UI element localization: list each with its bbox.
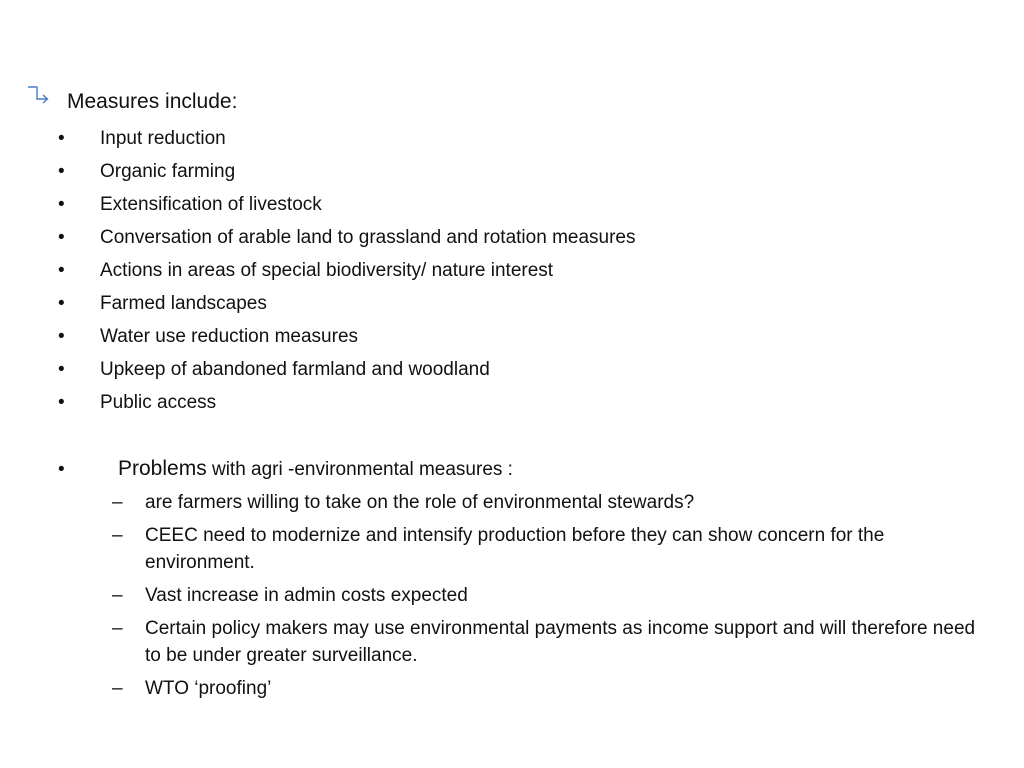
list-item-text: Public access — [100, 392, 217, 413]
list-item — [58, 323, 636, 356]
bullet-marker: • — [58, 293, 65, 314]
bullet-marker: • — [58, 128, 65, 149]
list-item-text: Actions in areas of special biodiversity/ nature interest — [100, 260, 554, 281]
problems-lead: Problems — [118, 457, 207, 480]
list-item-text: Organic farming — [100, 161, 236, 182]
list-item-text: Input reduction — [100, 128, 226, 149]
bullet-marker: • — [58, 459, 65, 480]
bullet-marker: • — [58, 194, 65, 215]
list-item-text: Conversation of arable land to grassland and rotation measures — [100, 227, 636, 248]
dash-marker: – — [112, 618, 123, 639]
arrow-turn-down-right-icon — [26, 84, 52, 106]
bullet-marker: • — [58, 260, 65, 281]
bullet-marker: • — [58, 227, 65, 248]
bullet-marker: • — [58, 392, 65, 413]
sub-list-item — [112, 522, 982, 576]
sub-list-item-text: are farmers willing to take on the role of environmental stewards? — [145, 492, 695, 513]
list-item-text: Water use reduction measures — [100, 326, 359, 347]
problems-list — [112, 489, 982, 708]
bullet-marker: • — [58, 326, 65, 347]
measures-list — [58, 125, 636, 422]
sub-list-item — [112, 675, 982, 702]
list-item — [58, 290, 636, 323]
sub-list-item — [112, 615, 982, 669]
list-item — [58, 356, 636, 389]
list-item — [58, 191, 636, 224]
sub-list-item-text: Vast increase in admin costs expected — [145, 585, 468, 606]
sub-list-item-text: WTO ‘proofing’ — [145, 678, 272, 699]
sub-list-item-text: Certain policy makers may use environmental payments as income support and will therefore need to be under greater surveillance. — [145, 618, 976, 666]
list-item — [58, 224, 636, 257]
bullet-marker: • — [58, 161, 65, 182]
list-item-text: Upkeep of abandoned farmland and woodland — [100, 359, 490, 380]
list-item — [58, 389, 636, 422]
list-item — [58, 257, 636, 290]
dash-marker: – — [112, 492, 123, 513]
problems-rest: with agri -environmental measures : — [206, 459, 513, 480]
dash-marker: – — [112, 525, 123, 546]
sub-list-item-text: CEEC need to modernize and intensify production before they can show concern for the environment. — [145, 525, 885, 573]
list-item-text: Farmed landscapes — [100, 293, 267, 314]
dash-marker: – — [112, 678, 123, 699]
sub-list-item — [112, 489, 982, 516]
sub-list-item — [112, 582, 982, 609]
list-item — [58, 125, 636, 158]
bullet-marker: • — [58, 359, 65, 380]
dash-marker: – — [112, 585, 123, 606]
problems-heading — [58, 455, 513, 484]
list-item-text: Extensification of livestock — [100, 194, 322, 215]
section-heading: Measures include: — [67, 90, 238, 113]
list-item — [58, 158, 636, 191]
